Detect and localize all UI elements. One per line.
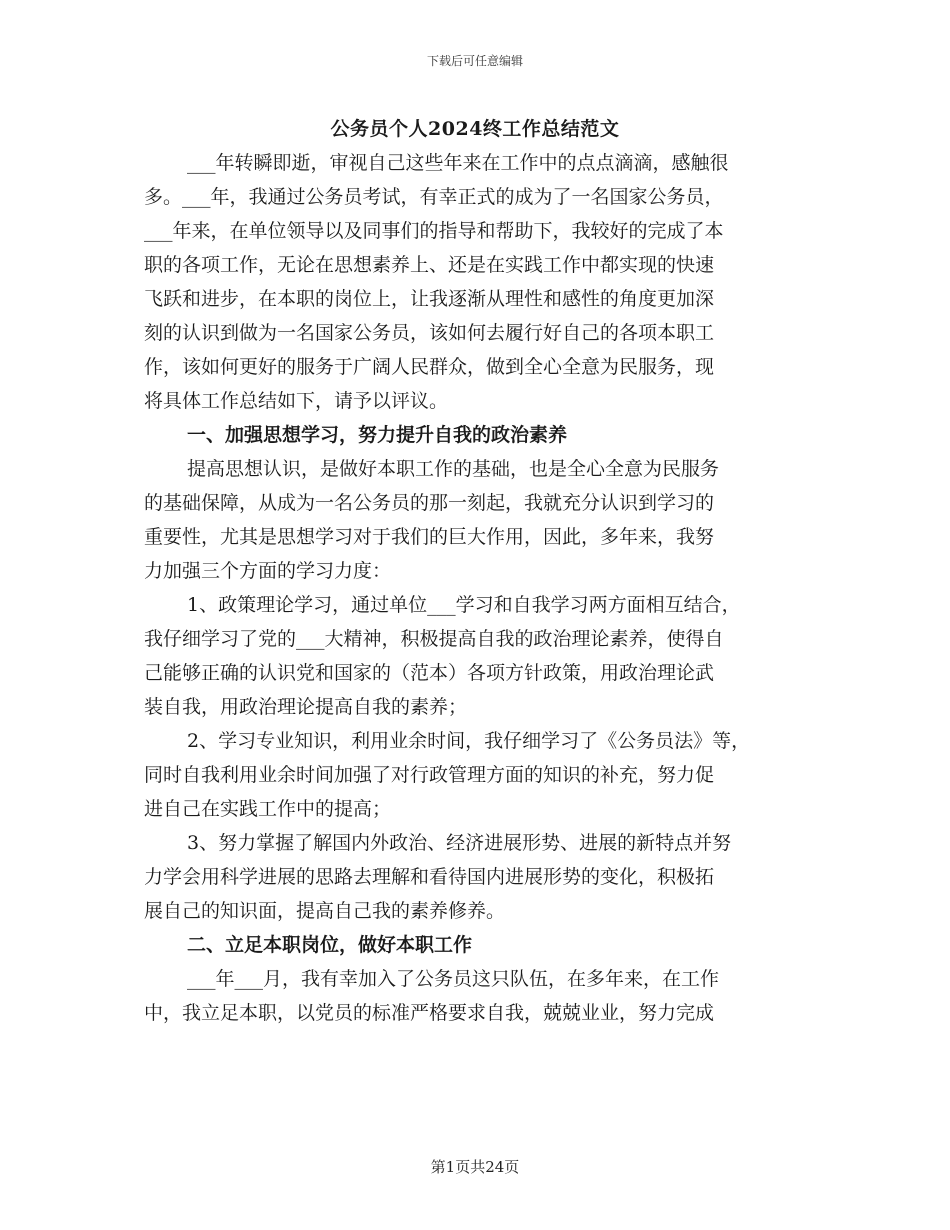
paragraph-line: ___年___月，我有幸加入了公务员这只队伍，在多年来，在工作 (187, 968, 720, 990)
paragraph-line: 提高思想认识，是做好本职工作的基础，也是全心全意为民服务 (187, 458, 720, 480)
paragraph-line: 的基础保障，从成为一名公务员的那一刻起，我就充分认识到学习的 (144, 492, 715, 514)
section-heading: 二、立足本职岗位，做好本职工作 (187, 934, 473, 956)
paragraph-line: 3、努力掌握了解国内外政治、经济进展形势、进展的新特点并努 (187, 832, 732, 854)
paragraph-line: 2、学习专业知识，利用业余时间，我仔细学习了《公务员法》等， (187, 730, 751, 752)
document-body (144, 146, 804, 1030)
paragraph-line: 职的各项工作，无论在思想素养上、还是在实践工作中都实现的快速 (144, 254, 715, 276)
paragraph-line: 中，我立足本职，以党员的标准严格要求自我，兢兢业业，努力完成 (144, 1002, 715, 1024)
header-note: 下载后可任意编辑 (426, 54, 523, 68)
paragraph-line: 进自己在实践工作中的提高； (144, 798, 392, 820)
paragraph-line: 展自己的知识面，提高自己我的素养修养。 (144, 900, 506, 922)
paragraph-line: 装自我，用政治理论提高自我的素养； (144, 696, 468, 718)
paragraph-line: 刻的认识到做为一名国家公务员，该如何去履行好自己的各项本职工 (144, 322, 715, 344)
paragraph-line: 我仔细学习了党的___大精神，积极提高自我的政治理论素养，使得自 (144, 628, 724, 650)
document-title: 公务员个人2024终工作总结范文 (330, 118, 620, 140)
paragraph-line: 力学会用科学进展的思路去理解和看待国内进展形势的变化，积极拓 (144, 866, 715, 888)
page-number-footer: 第1页共24页 (430, 1158, 520, 1176)
section-heading: 一、加强思想学习，努力提升自我的政治素养 (187, 424, 568, 446)
paragraph-line: 将具体工作总结如下，请予以评议。 (144, 390, 449, 412)
paragraph-line: 作，该如何更好的服务于广阔人民群众，做到全心全意为民服务，现 (144, 356, 715, 378)
paragraph-line: 1、政策理论学习，通过单位___学习和自我学习两方面相互结合， (187, 594, 741, 616)
paragraph-line: ___年来，在单位领导以及同事们的指导和帮助下，我较好的完成了本 (144, 220, 724, 242)
paragraph-line: 力加强三个方面的学习力度： (144, 560, 392, 582)
paragraph-line: 重要性，尤其是思想学习对于我们的巨大作用，因此，多年来，我努 (144, 526, 715, 548)
paragraph-line: 飞跃和进步，在本职的岗位上，让我逐渐从理性和感性的角度更加深 (144, 288, 715, 310)
paragraph-line: 多。___年，我通过公务员考试，有幸正式的成为了一名国家公务员， (144, 186, 724, 208)
paragraph-line: 己能够正确的认识党和国家的（范本）各项方针政策，用政治理论武 (144, 662, 715, 684)
paragraph-line: ___年转瞬即逝，审视自己这些年来在工作中的点点滴滴，感触很 (187, 152, 729, 174)
paragraph-line: 同时自我利用业余时间加强了对行政管理方面的知识的补充，努力促 (144, 764, 715, 786)
